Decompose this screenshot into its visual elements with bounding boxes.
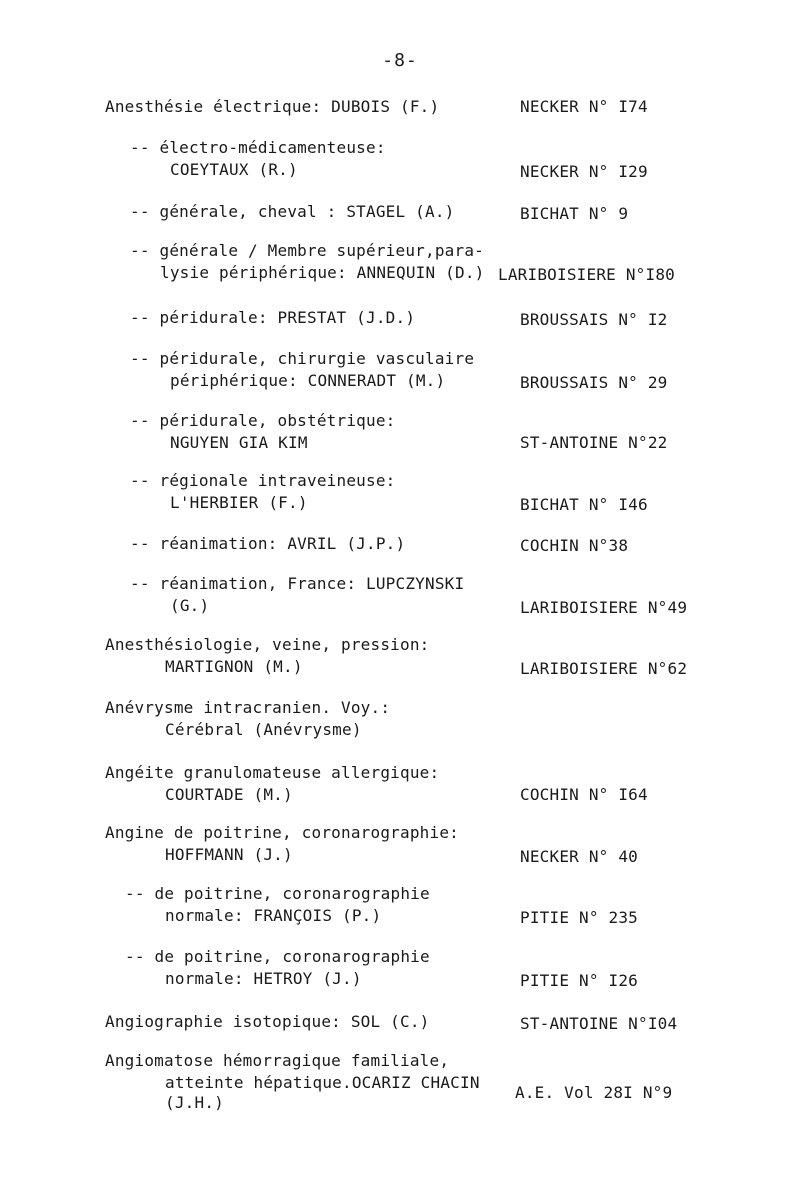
- entry-reference: ST-ANTOINE N°I04: [520, 1014, 678, 1033]
- entry-text-line: -- péridurale: PRESTAT (J.D.): [130, 308, 416, 327]
- entry-text-line: COEYTAUX (R.): [170, 160, 298, 179]
- entry-text-line: normale: HETROY (J.): [165, 969, 362, 988]
- entry-text-line: -- générale, cheval : STAGEL (A.): [130, 202, 455, 221]
- entry-text-line: -- générale / Membre supérieur,para-: [130, 241, 484, 260]
- entry-text-line: HOFFMANN (J.): [165, 845, 293, 864]
- entry-reference: A.E. Vol 28I N°9: [515, 1083, 673, 1102]
- entry-text-line: Angiomatose hémorragique familiale,: [105, 1051, 450, 1070]
- entry-text-line: Anévrysme intracranien. Voy.:: [105, 698, 391, 717]
- entry-text-line: (J.H.): [165, 1093, 224, 1112]
- entry-reference: NECKER N° 40: [520, 847, 638, 866]
- entry-reference: PITIE N° 235: [520, 908, 638, 927]
- page-number: -8-: [382, 50, 418, 71]
- entry-text-line: -- péridurale, obstétrique:: [130, 411, 396, 430]
- entry-reference: NECKER N° I74: [520, 97, 648, 116]
- entry-text-line: MARTIGNON (M.): [165, 657, 303, 676]
- entry-text-line: NGUYEN GIA KIM: [170, 433, 308, 452]
- entry-text-line: -- réanimation: AVRIL (J.P.): [130, 534, 406, 553]
- entry-reference: PITIE N° I26: [520, 971, 638, 990]
- entry-text-line: -- de poitrine, coronarographie: [125, 947, 430, 966]
- entry-text-line: -- de poitrine, coronarographie: [125, 884, 430, 903]
- entry-text-line: Cérébral (Anévrysme): [165, 720, 362, 739]
- entry-reference: NECKER N° I29: [520, 162, 648, 181]
- entry-text-line: L'HERBIER (F.): [170, 493, 308, 512]
- entry-reference: LARIBOISIERE N°62: [520, 659, 688, 678]
- entry-text-line: (G.): [170, 596, 210, 615]
- entry-text-line: -- régionale intraveineuse:: [130, 471, 396, 490]
- entry-reference: COCHIN N° I64: [520, 785, 648, 804]
- entry-text-line: Angine de poitrine, coronarographie:: [105, 823, 459, 842]
- entry-text-line: -- électro-médicamenteuse:: [130, 138, 386, 157]
- entry-text-line: Angéite granulomateuse allergique:: [105, 763, 440, 782]
- entry-text-line: atteinte hépatique.OCARIZ CHACIN: [165, 1073, 480, 1092]
- entry-text-line: périphérique: CONNERADT (M.): [170, 371, 446, 390]
- entry-reference: BICHAT N° 9: [520, 204, 629, 223]
- entry-text-line: normale: FRANÇOIS (P.): [165, 906, 382, 925]
- entry-reference: LARIBOISIERE N°49: [520, 598, 688, 617]
- entry-reference: BICHAT N° I46: [520, 495, 648, 514]
- entry-reference: BROUSSAIS N° 29: [520, 373, 668, 392]
- entry-text-line: Anesthésie électrique: DUBOIS (F.): [105, 97, 440, 116]
- entry-text-line: Anesthésiologie, veine, pression:: [105, 635, 430, 654]
- entry-text-line: Angiographie isotopique: SOL (C.): [105, 1012, 430, 1031]
- entry-text-line: -- réanimation, France: LUPCZYNSKI: [130, 574, 465, 593]
- entry-reference: LARIBOISIERE N°I80: [498, 265, 675, 284]
- entry-text-line: COURTADE (M.): [165, 785, 293, 804]
- entry-text-line: lysie périphérique: ANNEQUIN (D.): [160, 263, 485, 282]
- entry-reference: COCHIN N°38: [520, 536, 629, 555]
- entry-text-line: -- péridurale, chirurgie vasculaire: [130, 349, 475, 368]
- entry-reference: BROUSSAIS N° I2: [520, 310, 668, 329]
- entry-reference: ST-ANTOINE N°22: [520, 433, 668, 452]
